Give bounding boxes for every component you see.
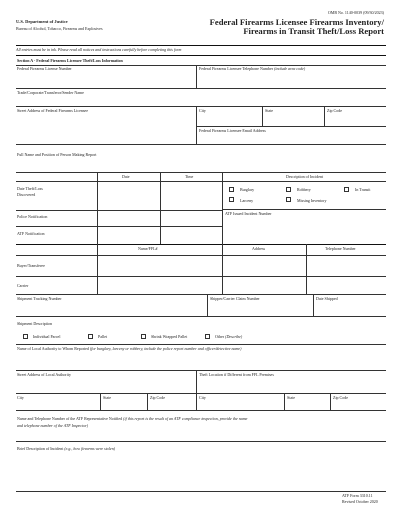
robbery-checkbox[interactable] <box>286 187 291 192</box>
rule <box>16 441 386 442</box>
atf-rep-note-line2: and telephone number of the ATF Inspector) <box>17 423 89 428</box>
robbery-label: Robbery <box>297 187 311 192</box>
authority-street-label: Street Address of Local Authority <box>17 372 71 377</box>
divider <box>262 106 263 126</box>
instructions-note: All entries must be in ink. Please read all notices and instructions carefully before completing this form <box>16 47 182 52</box>
divider <box>160 172 161 244</box>
form-number: ATF Form 3310.11 <box>342 493 373 498</box>
date-discovered-line1: Date Theft/Loss <box>17 186 43 191</box>
other-checkbox[interactable] <box>205 334 210 339</box>
theft-state-label: State <box>287 395 295 400</box>
atf-rep-note: (if this report is the result of an ATF compliance inspection, provide the name <box>123 416 248 421</box>
authority-state-label: State <box>103 395 111 400</box>
ffl-phone-text: Federal Firearms Licensee Telephone Number <box>199 66 274 71</box>
rule <box>16 316 386 317</box>
form-title <box>210 18 384 37</box>
missing-inventory-label: Missing Inventory <box>297 198 327 203</box>
rule <box>16 410 386 411</box>
divider <box>324 106 325 126</box>
state-label: State <box>265 108 273 113</box>
shrink-wrapped-label: Shrink Wrapped Pallet <box>151 334 188 339</box>
divider <box>196 370 197 410</box>
other-note: (Describe) <box>225 334 243 339</box>
police-notification-label: Police Notification <box>17 214 48 219</box>
divider <box>97 172 98 244</box>
brief-description-label <box>17 447 115 451</box>
rule <box>16 226 222 227</box>
local-authority-label <box>17 347 242 351</box>
rule <box>16 181 386 182</box>
time-header: Time <box>185 174 194 179</box>
ffl-phone-label <box>199 67 305 71</box>
form-title-line1: Federal Firearms Licensee Firearms Inventory/ <box>209 17 384 27</box>
description-header: Description of Incident <box>286 174 324 179</box>
rule <box>16 294 386 295</box>
theft-location-label: Theft Location if Different from FFL Premises <box>199 372 274 377</box>
pallet-checkbox[interactable] <box>88 334 93 339</box>
name-ffl-header: Name/FFL# <box>138 246 158 251</box>
ffl-phone-note: (include area code) <box>274 66 306 71</box>
divider <box>97 244 98 294</box>
divider <box>306 244 307 294</box>
section-a-heading: Section A - Federal Firearms Licensee Theft/Loss Information <box>17 58 123 63</box>
rule <box>16 276 386 277</box>
rule <box>222 209 386 210</box>
buyer-label: Buyer/Transferee <box>17 263 45 268</box>
shipment-description-label: Shipment Description <box>17 321 52 326</box>
larceny-checkbox[interactable] <box>229 197 234 202</box>
telephone-header: Telephone Number <box>325 246 356 251</box>
other-text: Other <box>215 334 225 339</box>
brief-description-text: Brief Description of Incident <box>17 446 64 451</box>
divider <box>207 294 208 316</box>
email-label: Federal Firearms Licensee Email Address <box>199 128 266 133</box>
pallet-label: Pallet <box>98 334 108 339</box>
individual-parcel-checkbox[interactable] <box>23 334 28 339</box>
rule <box>16 370 386 371</box>
in-transit-checkbox[interactable] <box>344 187 349 192</box>
rule <box>196 126 386 127</box>
bureau-name: Bureau of Alcohol, Tobacco, Firearms and Explosives <box>16 26 103 31</box>
person-label: Full Name and Position of Person Making Report <box>17 152 97 157</box>
shrink-wrapped-checkbox[interactable] <box>141 334 146 339</box>
local-authority-note: (for burglary, larceny or robbery, include the police report number and officer/detective name) <box>89 346 242 351</box>
trade-name-label: Trade/Corporate/Transferor/Sender Name <box>17 90 84 95</box>
authority-zip-label: Zip Code <box>150 395 165 400</box>
burglary-checkbox[interactable] <box>229 187 234 192</box>
address-header: Address <box>252 246 266 251</box>
missing-inventory-checkbox[interactable] <box>286 197 291 202</box>
zip-label: Zip Code <box>327 108 342 113</box>
divider <box>147 393 148 410</box>
agency-name: U.S. Department of Justice <box>16 19 68 24</box>
atf-rep-text: Name and Telephone Number of the ATF Representative Notified <box>17 416 123 421</box>
street-label: Street Address of Federal Firearms Licensee <box>17 108 88 113</box>
burglary-label: Burglary <box>240 187 255 192</box>
rule <box>16 172 386 173</box>
rule <box>16 491 386 492</box>
local-authority-text: Name of Local Authority to Whom Reported <box>17 346 89 351</box>
rule <box>16 255 386 256</box>
section-a-top-rule <box>16 55 386 56</box>
ffl-number-label: Federal Firearms License Number <box>17 66 72 71</box>
rule <box>16 88 386 89</box>
atf-notification-label: ATF Notification <box>17 231 45 236</box>
rule <box>16 210 222 211</box>
theft-zip-label: Zip Code <box>333 395 348 400</box>
divider <box>196 106 197 144</box>
date-discovered-label <box>17 186 43 199</box>
date-header: Date <box>122 174 130 179</box>
divider <box>313 294 314 316</box>
atf-rep-label <box>17 417 247 421</box>
divider <box>222 172 223 244</box>
divider <box>100 393 101 410</box>
rule <box>16 106 386 107</box>
rule <box>16 144 386 145</box>
theft-city-label: City <box>199 395 206 400</box>
header-rule <box>16 45 386 46</box>
rule <box>16 344 386 345</box>
brief-description-note: (e.g., how firearms were stolen) <box>64 446 116 451</box>
divider <box>222 244 223 294</box>
individual-parcel-label: Individual Parcel <box>33 334 61 339</box>
tracking-number-label: Shipment Tracking Number <box>17 296 62 301</box>
divider <box>196 65 197 88</box>
date-discovered-line2: Discovered <box>17 192 36 198</box>
revision-date: Revised October 2020 <box>342 499 378 504</box>
form-title-line2: Firearms in Transit Theft/Loss Report <box>243 26 384 37</box>
larceny-label: Larceny <box>240 198 254 203</box>
atf-incident-label: ATF Issued Incident Number <box>225 211 272 216</box>
omb-number: OMB No. 1140-0039 (09/30/2023) <box>327 10 384 15</box>
in-transit-label: In Transit <box>355 187 371 192</box>
rule <box>16 244 386 245</box>
authority-city-label: City <box>17 395 24 400</box>
other-label <box>215 335 242 339</box>
divider <box>284 393 285 410</box>
city-label: City <box>199 108 206 113</box>
claim-number-label: Shipper/Carrier Claim Number <box>210 296 260 301</box>
divider <box>330 393 331 410</box>
carrier-label: Carrier <box>17 283 29 288</box>
date-shipped-label: Date Shipped <box>316 296 338 301</box>
